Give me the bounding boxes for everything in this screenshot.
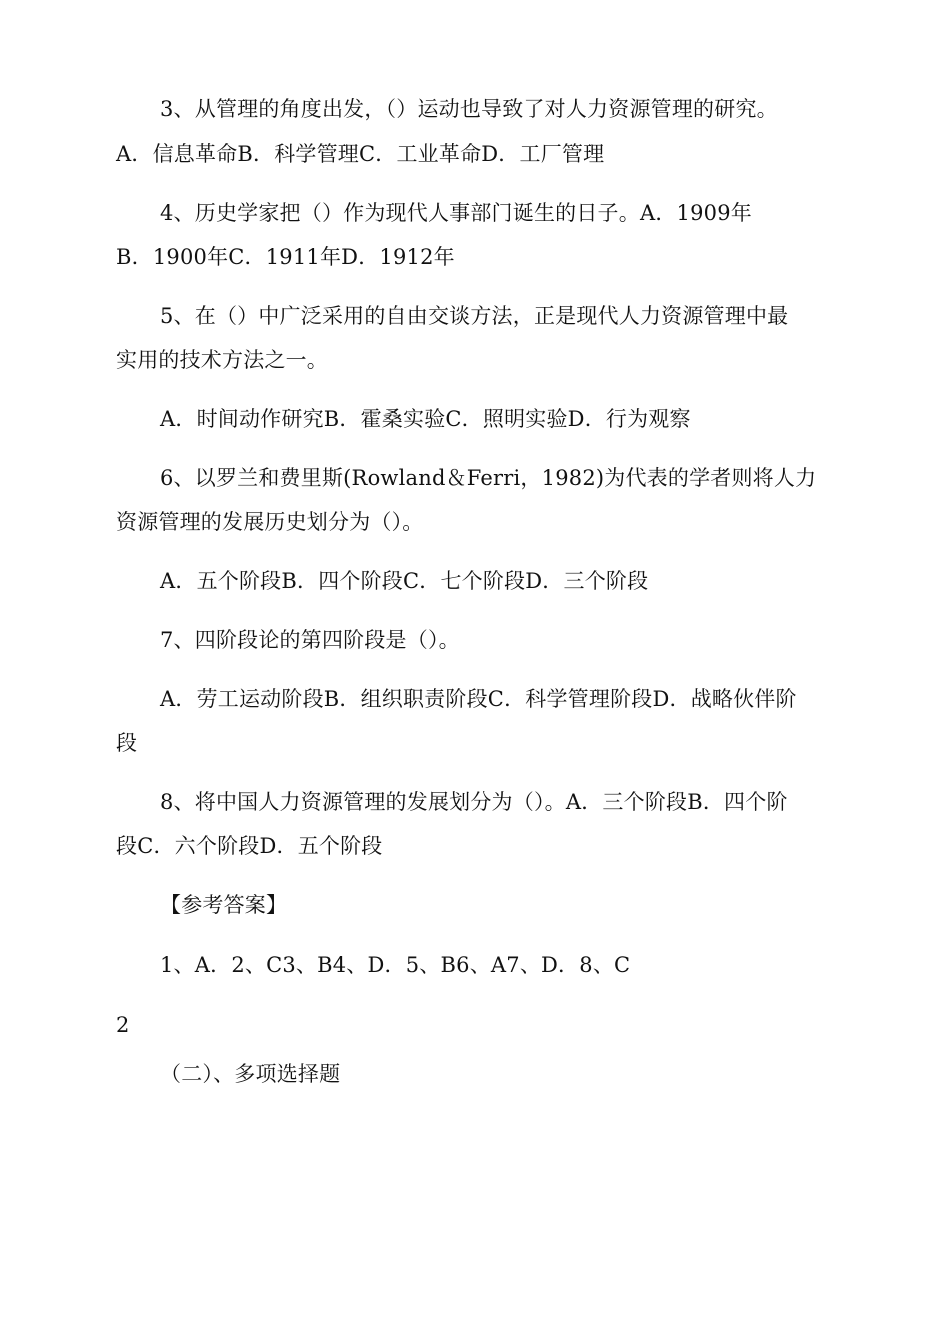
question-6-line-2: 资源管理的发展历史划分为（）。: [116, 510, 424, 534]
question-3-options: A．信息革命B．科学管理C．工业革命D．工厂管理: [116, 142, 605, 166]
page-number: 2: [116, 1013, 130, 1037]
answer-key: 1、A．2、C3、B4、D．5、B6、A7、D．8、C: [160, 953, 631, 977]
question-7-options-line-1: A．劳工运动阶段B．组织职责阶段C．科学管理阶段D．战略伙伴阶: [160, 687, 797, 711]
question-6-line-1: 6、以罗兰和费里斯(Rowland＆Ferri，1982)为代表的学者则将人力: [160, 466, 817, 490]
question-4-line-2: B．1900年C．1911年D．1912年: [116, 245, 455, 269]
question-4-line-1: 4、历史学家把（）作为现代人事部门诞生的日子。A．1909年: [160, 201, 752, 225]
question-7-options-line-2: 段: [116, 731, 138, 755]
question-5-options: A．时间动作研究B．霍桑实验C．照明实验D．行为观察: [160, 407, 691, 431]
answer-heading: 【参考答案】: [160, 893, 288, 917]
question-6-options: A．五个阶段B．四个阶段C．七个阶段D．三个阶段: [160, 569, 649, 593]
question-5-line-2: 实用的技术方法之一。: [116, 348, 328, 372]
question-7-line-1: 7、四阶段论的第四阶段是（）。: [160, 628, 460, 652]
section-heading: （二）、多项选择题: [160, 1062, 341, 1086]
question-3-line-1: 3、从管理的角度出发，（）运动也导致了对人力资源管理的研究。: [160, 97, 778, 121]
question-5-line-1: 5、在（）中广泛采用的自由交谈方法，正是现代人力资源管理中最: [160, 304, 789, 328]
question-8-line-1: 8、将中国人力资源管理的发展划分为（）。A．三个阶段B．四个阶: [160, 790, 788, 814]
question-8-line-2: 段C．六个阶段D．五个阶段: [116, 834, 383, 858]
